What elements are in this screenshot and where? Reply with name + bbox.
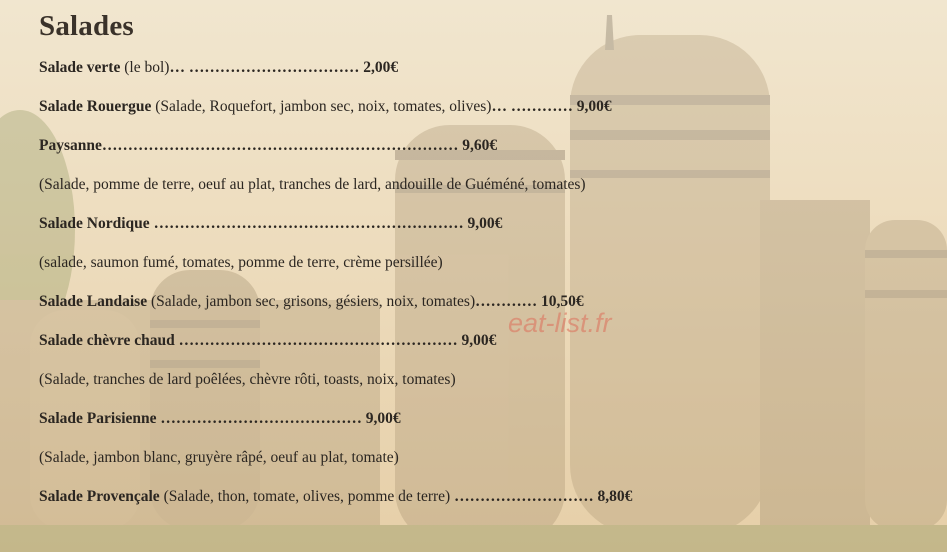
menu-item-price: 9,00€ [572,98,612,115]
menu-item-price: 9,00€ [463,215,503,232]
menu-item-leader-dots: …………………………………………………………… [101,137,459,154]
menu-item-details: (Salade, Roquefort, jambon sec, noix, tomates, olives) [151,98,492,115]
menu-item [39,97,927,116]
menu-item-description: (salade, saumon fumé, tomates, pomme de terre, crème persillée) [39,254,443,271]
menu-item-name: Salade Provençale [39,488,160,505]
menu-item-name: Salade Landaise [39,293,148,310]
menu-item [39,331,927,350]
menu-item-leader-dots: ………… [475,293,538,310]
menu-item-price: 9,00€ [361,410,401,427]
menu-item-name: Salade Nordique [39,215,150,232]
menu-item-description: (Salade, pomme de terre, oeuf au plat, tranches de lard, andouille de Guéméné, tomates) [39,176,586,193]
menu-item [39,214,927,233]
menu-item-details: (Salade, jambon sec, grisons, gésiers, noix, tomates) [147,293,476,310]
menu-item-name: Salade verte [39,59,121,76]
page-title: Salades [39,10,134,42]
menu-item-leader-dots: ……………………………………………… [174,332,458,349]
menu-item-description: (Salade, jambon blanc, gruyère râpé, oeuf au plat, tomate) [39,449,399,466]
menu-item [39,292,927,311]
menu-item-price: 8,80€ [593,488,633,505]
menu-item-leader-dots: …………………………………………………… [149,215,464,232]
menu-item [39,409,927,428]
menu-item-description: (Salade, tranches de lard poêlées, chèvre rôti, toasts, noix, tomates) [39,371,456,388]
menu-item-price: 9,60€ [458,137,498,154]
menu-item [39,487,927,506]
menu-item-leader-dots: ………………………………… [156,410,362,427]
menu-item-name: Paysanne [39,137,102,154]
menu-item-name: Salade Rouergue [39,98,152,115]
menu-item-leader-dots: ……………………… [450,488,594,505]
menu-item-leader-dots: … ………… [491,98,573,115]
menu-item [39,58,927,77]
menu-item-price: 10,50€ [537,293,584,310]
menu-item-name: Salade Parisienne [39,410,157,427]
menu-item-details: (le bol) [120,59,170,76]
menu-item-details: (Salade, thon, tomate, olives, pomme de terre) [159,488,451,505]
menu-item-price: 9,00€ [457,332,497,349]
menu-item [39,136,927,155]
watermark: eat-list.fr [508,308,612,338]
menu-item-price: 2,00€ [359,59,399,76]
salad-menu-list [39,58,927,506]
menu-item-leader-dots: … …………………………… [169,59,360,76]
menu-item-name: Salade chèvre chaud [39,332,175,349]
menu-content [39,8,927,526]
